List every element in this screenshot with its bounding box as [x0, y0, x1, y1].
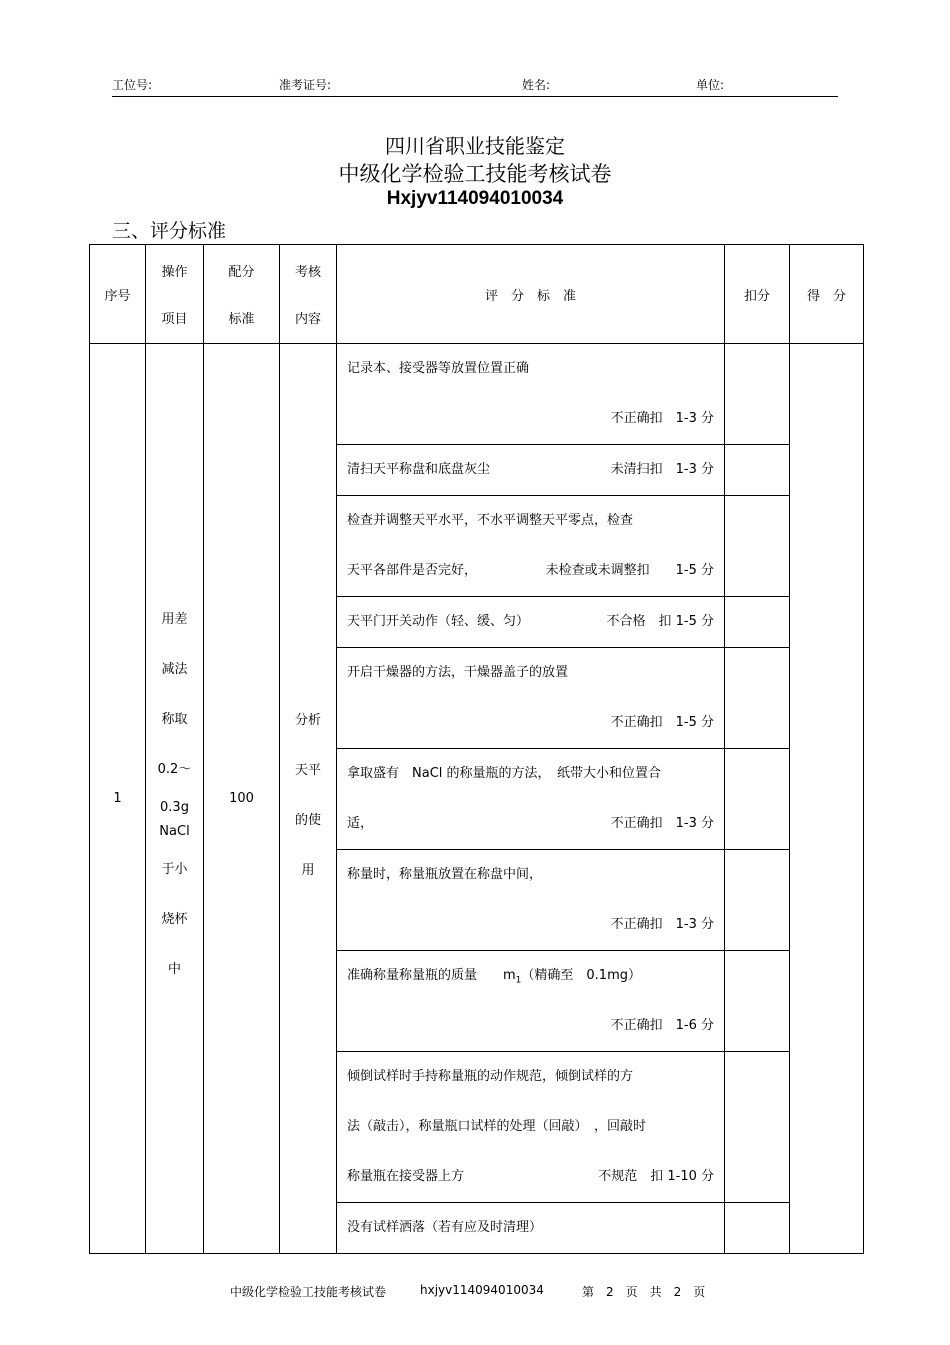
score-cell: 100: [204, 344, 280, 1254]
deduct-cell: [725, 597, 790, 648]
criterion-cell: 准确称量称量瓶的质量 $m_1$（精确至 0.1mg） 不正确扣 1-6 分: [337, 951, 725, 1052]
deduct-cell: [725, 344, 790, 445]
criterion-cell: 清扫天平称盘和底盘灰尘 未清扫扣 1-3 分: [337, 445, 725, 496]
criterion-cell: 开启干燥器的方法，干燥器盖子的放置 不正确扣 1-5 分: [337, 648, 725, 749]
deduct-cell: [725, 850, 790, 951]
table-header-row: [90, 245, 864, 344]
header-unit-label: 单位:: [696, 78, 725, 92]
criterion-cell: 拿取盛有 NaCl 的称量瓶的方法， 纸带大小和位置合 适， 不正确扣 1-3 分: [337, 749, 725, 850]
scoring-table: [89, 244, 864, 1254]
header-content: 考核 内容: [280, 245, 337, 344]
deduct-cell: [725, 749, 790, 850]
section-title: 三、评分标准: [112, 220, 227, 242]
criterion-cell: 记录本、接受器等放置位置正确 不正确扣 1-3 分: [337, 344, 725, 445]
document-code: Hxjyv114094010034: [386, 188, 564, 209]
document-title-line1: 四川省职业技能鉴定: [385, 134, 565, 158]
header-operation: 操作 项目: [146, 245, 204, 344]
deduct-cell: [725, 445, 790, 496]
operation-cell: 用差 减法 称取 0.2～ 0.3g NaCl 于小 烧杯 中: [146, 344, 204, 1254]
footer-title: 中级化学检验工技能考核试卷: [230, 1285, 387, 1299]
criterion-cell: 没有试样洒落（若有应及时清理）: [337, 1203, 725, 1254]
criterion-cell: 检查并调整天平水平，不水平调整天平零点，检查 天平各部件是否完好， 未检查或未调整扣 1-5 分: [337, 496, 725, 597]
header-station-label: 工位号:: [112, 78, 153, 92]
footer-code: hxjyv114094010034: [420, 1283, 544, 1297]
header-exam-id-label: 准考证号:: [279, 78, 332, 92]
header-name-label: 姓名:: [522, 78, 551, 92]
got-cell: [790, 344, 864, 1254]
header-criteria: 评 分 标 准: [337, 245, 725, 344]
footer-page-number: 第 2 页 共 2 页: [582, 1285, 706, 1299]
criterion-cell: 倾倒试样时手持称量瓶的动作规范，倾倒试样的方 法（敲击），称量瓶口试样的处理（回敲） ，回敲时 称量瓶在接受器上方 不规范 扣 1-10 分: [337, 1052, 725, 1203]
criterion-cell: 称量时，称量瓶放置在称盘中间， 不正确扣 1-3 分: [337, 850, 725, 951]
header-got: 得 分: [790, 245, 864, 344]
header-divider: [112, 96, 838, 97]
seq-cell: 1: [90, 344, 146, 1254]
table-row: [90, 344, 864, 445]
content-cell: 分析 天平 的使 用: [280, 344, 337, 1254]
deduct-cell: [725, 1203, 790, 1254]
criterion-cell: 天平门开关动作（轻、缓、匀） 不合格 扣 1-5 分: [337, 597, 725, 648]
header-deduct: 扣分: [725, 245, 790, 344]
deduct-cell: [725, 648, 790, 749]
header-score-standard: 配分 标准: [204, 245, 280, 344]
deduct-cell: [725, 1052, 790, 1203]
deduct-cell: [725, 496, 790, 597]
deduct-cell: [725, 951, 790, 1052]
header-seq: 序号: [90, 245, 146, 344]
document-title-line2: 中级化学检验工技能考核试卷: [338, 162, 612, 186]
